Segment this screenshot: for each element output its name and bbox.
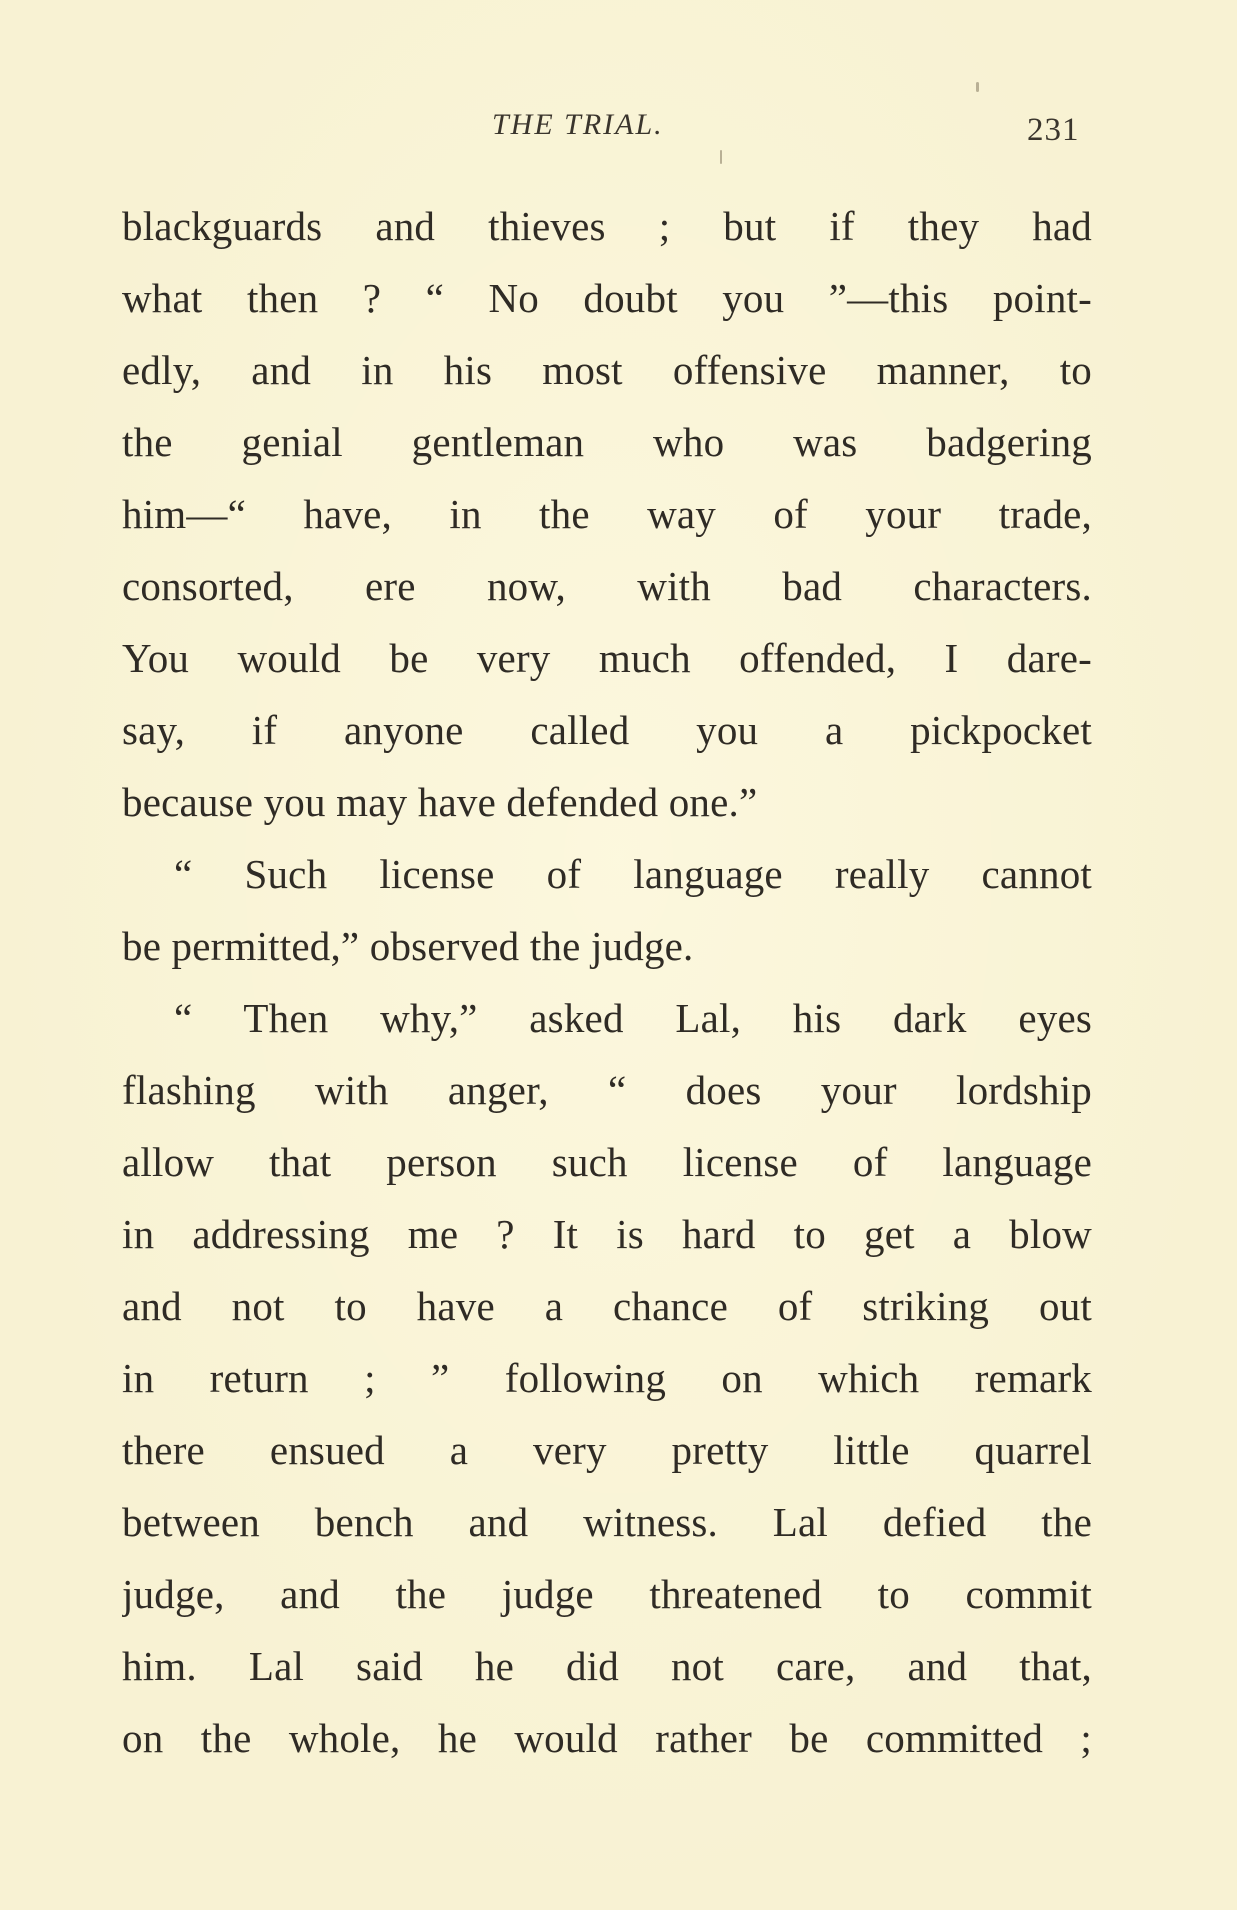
running-title: THE TRIAL. <box>492 108 664 141</box>
text-line: in return ; ” following on which remark <box>122 1355 1092 1401</box>
text-line: because you may have defended one.” <box>122 779 758 825</box>
text-line: “ Such license of language really cannot <box>174 851 1092 897</box>
text-line: in addressing me ? It is hard to get a blow <box>122 1211 1092 1257</box>
text-line: say, if anyone called you a pickpocket <box>122 707 1092 753</box>
body-text <box>122 190 1092 1774</box>
print-speck <box>976 82 979 92</box>
text-line: blackguards and thieves ; but if they had <box>122 203 1092 249</box>
text-line: edly, and in his most offensive manner, to <box>122 347 1092 393</box>
text-line: be permitted,” observed the judge. <box>122 923 694 969</box>
text-line: him—“ have, in the way of your trade, <box>122 491 1092 537</box>
text-line: the genial gentleman who was badgering <box>122 419 1092 465</box>
text-line: consorted, ere now, with bad characters. <box>122 563 1092 609</box>
text-line: “ Then why,” asked Lal, his dark eyes <box>174 995 1092 1041</box>
text-line: between bench and witness. Lal defied the <box>122 1499 1092 1545</box>
text-line: on the whole, he would rather be committed ; <box>122 1715 1092 1761</box>
text-line: judge, and the judge threatened to commit <box>122 1571 1092 1617</box>
running-head <box>0 108 1237 148</box>
print-speck <box>720 150 722 164</box>
text-line: there ensued a very pretty little quarrel <box>122 1427 1092 1473</box>
text-line: You would be very much offended, I dare- <box>122 635 1092 681</box>
text-line: and not to have a chance of striking out <box>122 1283 1092 1329</box>
page-number: 231 <box>1027 112 1080 148</box>
text-line: allow that person such license of language <box>122 1139 1092 1185</box>
text-line: him. Lal said he did not care, and that, <box>122 1643 1092 1689</box>
text-line: what then ? “ No doubt you ”—this point- <box>122 275 1092 321</box>
text-line: flashing with anger, “ does your lordship <box>122 1067 1092 1113</box>
